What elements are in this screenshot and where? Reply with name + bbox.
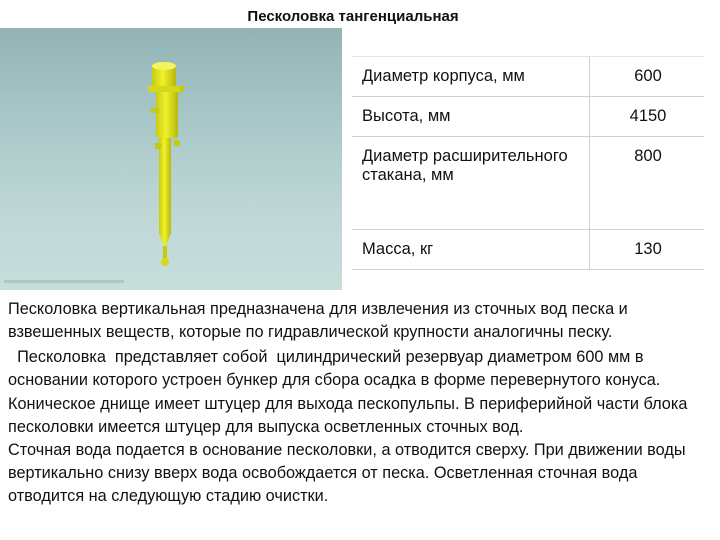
spec-value: 600 bbox=[590, 57, 705, 97]
side-fitting-left bbox=[151, 108, 159, 113]
spec-value: 4150 bbox=[590, 97, 705, 137]
spec-label: Диаметр расширительного стакана, мм bbox=[352, 137, 590, 230]
outlet-nozzle bbox=[163, 246, 167, 260]
page-title: Песколовка тангенциальная bbox=[247, 8, 459, 25]
description-paragraph: Песколовка представляет собой цилиндрический резервуар диаметром 600 мм в основании которого устроен бункер для сбора осадка в форме перевернутого конуса. bbox=[8, 348, 661, 390]
table-row bbox=[352, 97, 704, 137]
spec-label: Высота, мм bbox=[352, 97, 590, 137]
spec-value: 800 bbox=[590, 137, 705, 230]
table-row bbox=[352, 137, 704, 230]
spec-label: Диаметр корпуса, мм bbox=[352, 57, 590, 97]
expansion-cup bbox=[156, 90, 178, 138]
spec-value: 130 bbox=[590, 230, 705, 270]
table-row bbox=[352, 57, 704, 97]
table-row bbox=[352, 230, 704, 270]
sand-trap-model bbox=[0, 28, 342, 290]
description-paragraph: Коническое днище имеет штуцер для выхода пескопульпы. В периферийной части блока песколовки имеется штуцер для выпуска осветленных сточных вод. bbox=[8, 394, 688, 436]
description-text bbox=[8, 298, 710, 508]
spec-label: Масса, кг bbox=[352, 230, 590, 270]
sand-trap-3d-render bbox=[0, 28, 342, 290]
specifications-table bbox=[352, 56, 704, 270]
description-paragraph: Песколовка вертикальная предназначена для извлечения из сточных вод песка и взвешенных веществ, которые по гидравлической крупности аналогичны песку. bbox=[8, 300, 628, 342]
description-paragraph: Сточная вода подается в основание песколовки, а отводится сверху. При движении воды вертикально снизу вверх вода освобождается от песка. Осветленная сточная вода отводится на следующую стадию очистки. bbox=[8, 440, 686, 506]
